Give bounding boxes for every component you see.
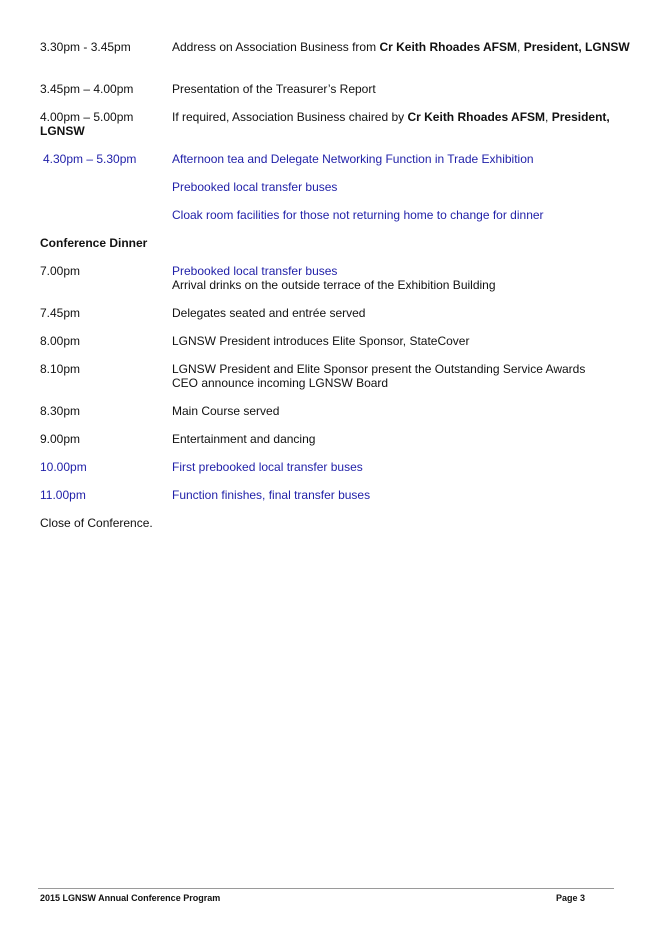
schedule-time: 11.00pm <box>40 488 86 502</box>
schedule-description: Afternoon tea and Delegate Networking Function in Trade Exhibition <box>172 152 534 166</box>
schedule-description: Function finishes, final transfer buses <box>172 488 371 502</box>
schedule-description: Delegates seated and entrée served <box>172 306 366 320</box>
schedule-time: 7.45pm <box>40 306 81 320</box>
closing-note: Close of Conference. <box>40 516 153 530</box>
schedule-description: Presentation of the Treasurer’s Report <box>172 82 376 96</box>
schedule-time: 8.00pm <box>40 334 81 348</box>
speaker-title: President, <box>551 110 610 124</box>
schedule-time: 8.30pm <box>40 404 81 418</box>
description-line: CEO announce incoming LGNSW Board <box>172 376 389 390</box>
schedule-description: LGNSW President introduces Elite Sponsor, StateCover <box>172 334 470 348</box>
schedule-time: 9.00pm <box>40 432 81 446</box>
schedule-description <box>172 362 632 390</box>
schedule-description: Cloak room facilities for those not returning home to change for dinner <box>172 208 544 222</box>
page-number: Page 3 <box>556 893 586 903</box>
description-line: LGNSW President and Elite Sponsor present the Outstanding Service Awards <box>172 362 586 376</box>
separator: , <box>545 110 552 124</box>
transfer-note: Prebooked local transfer buses <box>172 264 338 278</box>
schedule-description <box>172 40 632 54</box>
schedule-description: Prebooked local transfer buses <box>172 180 338 194</box>
schedule-description <box>172 264 632 292</box>
speaker-title: President, LGNSW <box>523 40 630 54</box>
footer-title: 2015 LGNSW Annual Conference Program <box>40 893 221 903</box>
speaker-name: Cr Keith Rhoades AFSM <box>407 110 546 124</box>
separator: , <box>517 40 524 54</box>
schedule-description <box>172 110 632 124</box>
schedule-time: 3.45pm – 4.00pm <box>40 82 134 96</box>
schedule-time: 3.30pm - 3.45pm <box>40 40 131 54</box>
schedule-description: Entertainment and dancing <box>172 432 316 446</box>
speaker-title-wrap: LGNSW <box>40 124 85 138</box>
schedule-time: 4.30pm – 5.30pm <box>43 152 137 166</box>
schedule-time: 10.00pm <box>40 460 87 474</box>
schedule-time: 4.00pm – 5.00pm <box>40 110 134 124</box>
section-heading: Conference Dinner <box>40 236 148 250</box>
schedule-time: 7.00pm <box>40 264 81 278</box>
description-text: If required, Association Business chaired by <box>172 110 408 124</box>
schedule-description: Main Course served <box>172 404 280 418</box>
schedule-description: First prebooked local transfer buses <box>172 460 363 474</box>
footer-divider <box>38 888 614 889</box>
speaker-name: Cr Keith Rhoades AFSM <box>379 40 518 54</box>
description-text: Address on Association Business from <box>172 40 380 54</box>
schedule-time: 8.10pm <box>40 362 81 376</box>
description-line: Arrival drinks on the outside terrace of the Exhibition Building <box>172 278 496 292</box>
